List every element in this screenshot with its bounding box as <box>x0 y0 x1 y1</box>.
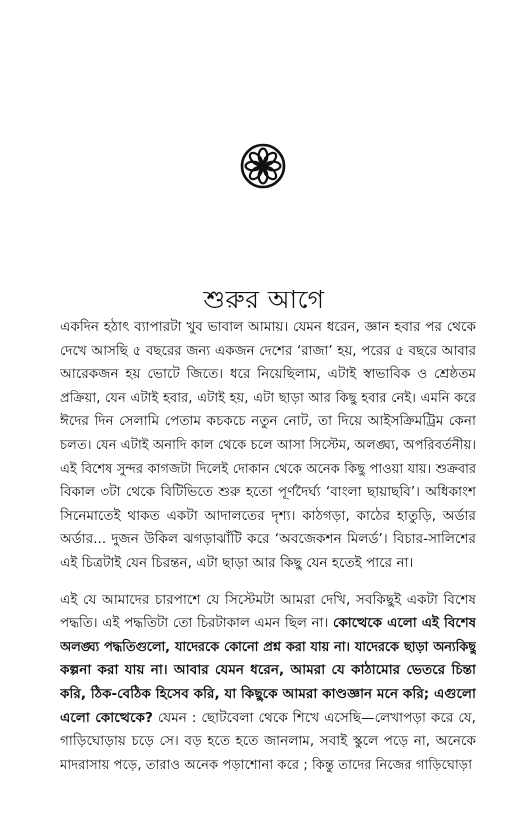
text-line <box>60 730 476 754</box>
bold-text-run: করি, ঠিক-বেঠিক হিসেব করি, যা কিছুকে আমরা কাণ্ডজ্ঞান মনে করি; এগুলো <box>60 685 476 702</box>
text-run: প্রক্রিয়া, যেন এটাই হবার, এটাই হয়, এটা ছাড়া আর কিছু হবার নেই। এমনি করে <box>60 390 476 406</box>
body-text <box>60 316 476 777</box>
text-run: অর্ডার... দুজন উকিল ঝগড়াঝাঁটি করে ‘অবজেকশন মিলর্ড’। বিচার-সালিশের <box>60 531 476 548</box>
text-line <box>60 481 476 505</box>
text-run: ঈদের দিন সেলামি পেতাম কচকচে নতুন নোট, তা দিয়ে আইসক্রিমট্রিম কেনা <box>60 413 476 430</box>
text-line <box>60 505 476 529</box>
text-line <box>60 659 476 683</box>
text-run: এই বিশেষ সুন্দর কাগজটা দিলেই দোকান থেকে অনেক কিছু পাওয়া যায়। শুক্রবার <box>60 461 476 477</box>
text-run: দেখে আসছি ৫ বছরের জন্য একজন দেশের ‘রাজা’ হয়, পরের ৫ বছরে আবার <box>60 343 476 359</box>
text-line <box>60 528 476 552</box>
bold-text-run: এলো কোত্থেকে? <box>60 709 153 726</box>
bold-text-run: কল্পনা করা যায় না। আবার যেমন ধরেন, আমরা যে কাঠামোর ভেতরে চিন্তা <box>60 662 476 679</box>
text-line <box>60 683 476 707</box>
flower-ornament-icon <box>240 143 286 189</box>
text-run: একদিন হঠাৎ ব্যাপারটা খুব ভাবাল আমায়। যেমন ধরেন, জ্ঞান হবার পর থেকে <box>60 319 476 335</box>
text-line <box>60 754 476 778</box>
text-line <box>60 340 476 364</box>
text-line <box>60 458 476 482</box>
text-line <box>60 316 476 340</box>
chapter-title: শুরুর আগে <box>203 285 325 314</box>
text-run: আরেকজন হয় ভোটে জিতে। ধরে নিয়েছিলাম, এটাই স্বাভাবিক ও শ্রেষ্ঠতম <box>60 366 476 383</box>
bold-text-run: অলঙ্ঘ্য পদ্ধতিগুলো, যাদেরকে কোনো প্রশ্ন করা যায় না। যাদেরকে ছাড়া অন্যকিছু <box>60 639 476 655</box>
text-run: যেমন : ছোটবেলা থেকে শিখে এসেছি—লেখাপড়া করে যে, <box>152 709 476 726</box>
text-line <box>60 434 476 458</box>
text-line <box>60 363 476 387</box>
text-line <box>60 636 476 660</box>
paragraph <box>60 316 476 576</box>
text-run: মাদরাসায় পড়ে, তারাও অনেক পড়াশোনা করে ; কিন্তু তাদের নিজের গাড়িঘোড়া <box>60 757 473 773</box>
bold-text-run: কোত্থেকে এলো এই বিশেষ <box>332 616 476 632</box>
text-line <box>60 707 476 731</box>
text-run: এই চিত্রটাই যেন চিরন্তন, এটা ছাড়া আর কিছু যেন হতেই পারে না। <box>60 554 414 571</box>
text-run: এই যে আমাদের চারপাশে যে সিস্টেমটা আমরা দেখি, সবকিছুই একটা বিশেষ <box>60 591 476 608</box>
text-line <box>60 612 476 636</box>
text-line <box>60 387 476 411</box>
text-run: বিকাল ৩টা থেকে বিটিভিতে শুরু হতো পূর্ণদৈর্ঘ্য ‘বাংলা ছায়াছবি’। অধিকাংশ <box>60 484 476 501</box>
text-line <box>60 589 476 613</box>
text-run: সিনেমাতেই থাকত একটা আদালতের দৃশ্য। কাঠগড়া, কাঠের হাতুড়ি, অর্ডার <box>60 507 476 524</box>
text-line <box>60 552 476 576</box>
paragraph-gap <box>60 576 476 589</box>
text-run: গাড়িঘোড়ায় চড়ে সে। বড় হতে হতে জানলাম, সবাই স্কুলে পড়ে না, অনেকে <box>60 733 476 750</box>
paragraph <box>60 589 476 778</box>
text-run: পদ্ধতি। এই পদ্ধতিটা তো চিরটাকাল এমন ছিল না। <box>60 616 333 632</box>
text-line <box>60 410 476 434</box>
text-run: চলত। যেন এটাই অনাদি কাল থেকে চলে আসা সিস্টেম, অলঙ্ঘ্য, অপরিবর্তনীয়। <box>60 437 476 453</box>
